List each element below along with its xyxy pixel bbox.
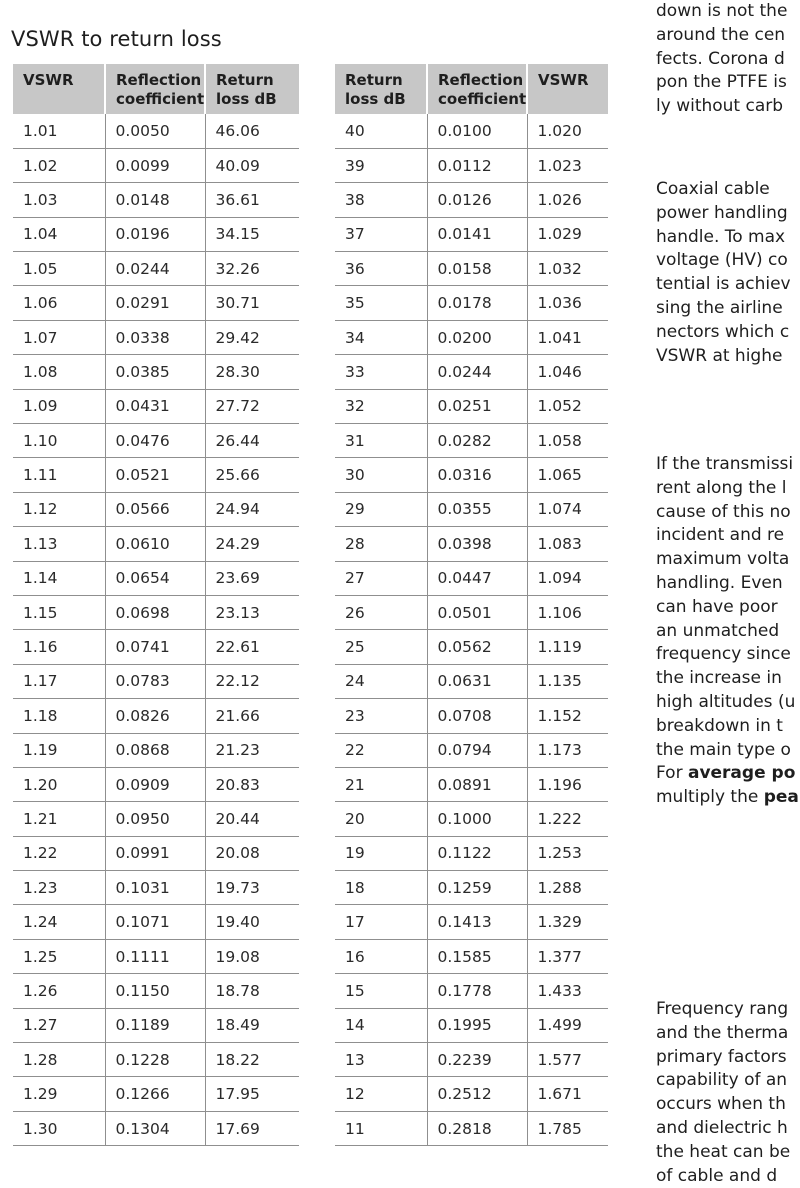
text-line: can have poor (656, 596, 778, 617)
table-cell: 0.0141 (427, 217, 527, 251)
table-cell: 1.094 (527, 561, 608, 595)
table-cell: 30.71 (205, 286, 299, 320)
table-cell: 1.27 (13, 1008, 105, 1042)
table-cell: 1.19 (13, 733, 105, 767)
table-cell: 21.23 (205, 733, 299, 767)
return-loss-to-vswr-table (335, 64, 608, 1146)
table-cell: 20.08 (205, 836, 299, 870)
table-cell: 0.0291 (105, 286, 205, 320)
table-cell: 1.433 (527, 974, 608, 1008)
text-line: maximum volta (656, 549, 790, 570)
text-line: handling. Even (656, 573, 783, 593)
table-cell: 0.0447 (427, 561, 527, 595)
table-cell: 1.26 (13, 974, 105, 1008)
table-cell: 1.02 (13, 148, 105, 182)
table-cell: 0.1228 (105, 1043, 205, 1077)
table-cell: 1.173 (527, 733, 608, 767)
text-line: of cable and d (656, 1165, 778, 1186)
table-cell: 18.78 (205, 974, 299, 1008)
table-row (335, 1077, 608, 1111)
text-line: down is not the (656, 1, 788, 21)
table-cell: 34.15 (205, 217, 299, 251)
text-line: around the cen (656, 24, 786, 45)
table-row (335, 905, 608, 939)
table-cell: 17.95 (205, 1077, 299, 1111)
table-body (335, 114, 608, 1146)
table-row (335, 252, 608, 286)
table-header-row (13, 64, 299, 114)
table-row (13, 355, 299, 389)
table-cell: 1.058 (527, 424, 608, 458)
table-cell: 0.2512 (427, 1077, 527, 1111)
table-cell: 1.01 (13, 114, 105, 148)
table-cell: 36.61 (205, 183, 299, 217)
table-row (13, 424, 299, 458)
table-cell: 16 (335, 939, 427, 973)
table-row (13, 561, 299, 595)
table-cell: 0.0909 (105, 767, 205, 801)
table-row (13, 252, 299, 286)
table-cell: 0.0126 (427, 183, 527, 217)
table-cell: 37 (335, 217, 427, 251)
table-cell: 0.0355 (427, 492, 527, 526)
table-row (13, 389, 299, 423)
table-cell: 1.106 (527, 595, 608, 629)
table-cell: 0.1413 (427, 905, 527, 939)
table-row (335, 1111, 608, 1145)
page-title: VSWR to return loss (11, 27, 222, 51)
table-cell: 14 (335, 1008, 427, 1042)
table-cell: 0.2239 (427, 1043, 527, 1077)
table-cell: 1.20 (13, 767, 105, 801)
table-cell: 0.1995 (427, 1008, 527, 1042)
table-cell: 1.377 (527, 939, 608, 973)
table-cell: 0.0244 (105, 252, 205, 286)
table-cell: 1.15 (13, 595, 105, 629)
text-line: tential is achiev (656, 274, 791, 295)
table-cell: 18.22 (205, 1043, 299, 1077)
table-row (13, 733, 299, 767)
table-cell: 1.23 (13, 871, 105, 905)
text-line: If the transmissi (656, 454, 794, 474)
table-cell: 0.0099 (105, 148, 205, 182)
text-line: breakdown in t (656, 715, 783, 736)
table-cell: 38 (335, 183, 427, 217)
table-row (335, 424, 608, 458)
table-cell: 22.61 (205, 630, 299, 664)
table-cell: 0.1111 (105, 939, 205, 973)
text-line: occurs when th (656, 1094, 786, 1115)
table-row (335, 286, 608, 320)
table-cell: 25 (335, 630, 427, 664)
table-cell: 19.73 (205, 871, 299, 905)
table-cell: 15 (335, 974, 427, 1008)
table-cell: 1.499 (527, 1008, 608, 1042)
table-cell: 1.065 (527, 458, 608, 492)
table-cell: 46.06 (205, 114, 299, 148)
table-cell: 1.29 (13, 1077, 105, 1111)
text-line-emphasis (656, 762, 795, 786)
table-cell: 1.03 (13, 183, 105, 217)
text-line: and dielectric h (656, 1118, 788, 1138)
table-cell: 0.0566 (105, 492, 205, 526)
table-cell: 1.17 (13, 664, 105, 698)
table-row (335, 561, 608, 595)
table-cell: 34 (335, 320, 427, 354)
column-header: VSWR (527, 64, 608, 114)
column-header: Reflection coefficient (427, 64, 527, 114)
table-cell: 0.0196 (105, 217, 205, 251)
table-cell: 25.66 (205, 458, 299, 492)
table-cell: 1.020 (527, 114, 608, 148)
table-row (335, 1008, 608, 1042)
table-row (13, 217, 299, 251)
table-cell: 35 (335, 286, 427, 320)
table-cell: 0.0158 (427, 252, 527, 286)
table-cell: 1.577 (527, 1043, 608, 1077)
table-row (335, 458, 608, 492)
vswr-to-return-loss-table (13, 64, 299, 1146)
table-cell: 1.046 (527, 355, 608, 389)
table-cell: 32 (335, 389, 427, 423)
table-cell: 0.0338 (105, 320, 205, 354)
table-cell: 0.0251 (427, 389, 527, 423)
text-line: voltage (HV) co (656, 250, 788, 271)
table-row (13, 630, 299, 664)
table-cell: 18.49 (205, 1008, 299, 1042)
table-cell: 39 (335, 148, 427, 182)
table-body (13, 114, 299, 1146)
text-line: ly without carb (656, 96, 784, 117)
table-cell: 1.10 (13, 424, 105, 458)
table-cell: 31 (335, 424, 427, 458)
table-row (335, 939, 608, 973)
table-cell: 0.0050 (105, 114, 205, 148)
text-line: power handling (656, 202, 788, 223)
table-cell: 20 (335, 802, 427, 836)
table-row (13, 492, 299, 526)
table-cell: 0.0794 (427, 733, 527, 767)
text-line: the increase in (656, 668, 782, 689)
column-header: Return loss dB (205, 64, 299, 114)
text-line: high altitudes (u (656, 692, 796, 712)
table-cell: 0.0200 (427, 320, 527, 354)
table-row (335, 527, 608, 561)
table-row (335, 320, 608, 354)
text-line: incident and re (656, 525, 785, 546)
table-cell: 23.69 (205, 561, 299, 595)
table-row (13, 939, 299, 973)
table-cell: 0.1000 (427, 802, 527, 836)
table-cell: 19.40 (205, 905, 299, 939)
table-cell: 0.0991 (105, 836, 205, 870)
table-row (335, 1043, 608, 1077)
table-cell: 36 (335, 252, 427, 286)
table-cell: 12 (335, 1077, 427, 1111)
table-cell: 0.0385 (105, 355, 205, 389)
table-cell: 1.14 (13, 561, 105, 595)
table-cell: 1.119 (527, 630, 608, 664)
table-row (335, 664, 608, 698)
table-cell: 23 (335, 699, 427, 733)
table-cell: 0.1031 (105, 871, 205, 905)
table-row (335, 492, 608, 526)
table-cell: 0.1266 (105, 1077, 205, 1111)
table-row (13, 458, 299, 492)
table-cell: 1.06 (13, 286, 105, 320)
table-cell: 1.21 (13, 802, 105, 836)
table-cell: 30 (335, 458, 427, 492)
table-row (13, 183, 299, 217)
table-cell: 18 (335, 871, 427, 905)
table-cell: 1.12 (13, 492, 105, 526)
text-line: frequency since (656, 644, 791, 665)
table-cell: 21 (335, 767, 427, 801)
table-row (335, 183, 608, 217)
table-cell: 0.0868 (105, 733, 205, 767)
table-row (335, 148, 608, 182)
text-line: the main type o (656, 739, 791, 760)
table-cell: 1.083 (527, 527, 608, 561)
table-cell: 1.09 (13, 389, 105, 423)
table-row (13, 114, 299, 148)
table-row (13, 1008, 299, 1042)
text-line: an unmatched (656, 620, 780, 641)
table-cell: 0.1122 (427, 836, 527, 870)
table-row (13, 871, 299, 905)
table-cell: 33 (335, 355, 427, 389)
table-cell: 19.08 (205, 939, 299, 973)
table-cell: 1.329 (527, 905, 608, 939)
table-cell: 1.222 (527, 802, 608, 836)
table-cell: 22.12 (205, 664, 299, 698)
table-cell: 1.288 (527, 871, 608, 905)
table-cell: 0.0631 (427, 664, 527, 698)
text-line: handle. To max (656, 226, 786, 247)
table-cell: 40.09 (205, 148, 299, 182)
table-cell: 1.08 (13, 355, 105, 389)
table-cell: 1.30 (13, 1111, 105, 1145)
table-row (13, 802, 299, 836)
table-cell: 0.0501 (427, 595, 527, 629)
text-line-emphasis (656, 786, 799, 810)
table-row (13, 286, 299, 320)
table-row (335, 595, 608, 629)
text-line: nectors which c (656, 321, 790, 342)
table-cell: 11 (335, 1111, 427, 1145)
table-cell: 29 (335, 492, 427, 526)
table-cell: 21.66 (205, 699, 299, 733)
table-cell: 0.0178 (427, 286, 527, 320)
text-line: capability of an (656, 1070, 788, 1091)
table-cell: 0.2818 (427, 1111, 527, 1145)
table-cell: 24.94 (205, 492, 299, 526)
table-cell: 0.0826 (105, 699, 205, 733)
table-cell: 0.0112 (427, 148, 527, 182)
column-header: Reflection coefficient (105, 64, 205, 114)
table-cell: 0.1189 (105, 1008, 205, 1042)
table-cell: 27.72 (205, 389, 299, 423)
table-cell: 20.44 (205, 802, 299, 836)
table-row (335, 355, 608, 389)
text-line: Coaxial cable (656, 179, 770, 199)
table-cell: 0.0431 (105, 389, 205, 423)
table-cell: 1.029 (527, 217, 608, 251)
table-cell: 0.1071 (105, 905, 205, 939)
column-header: Return loss dB (335, 64, 427, 114)
table-cell: 1.11 (13, 458, 105, 492)
table-row (335, 733, 608, 767)
table-cell: 1.253 (527, 836, 608, 870)
table-cell: 0.1778 (427, 974, 527, 1008)
table-cell: 1.032 (527, 252, 608, 286)
table-row (335, 114, 608, 148)
table-row (335, 389, 608, 423)
table-row (13, 148, 299, 182)
table-cell: 0.0610 (105, 527, 205, 561)
table-cell: 24 (335, 664, 427, 698)
text-line: Frequency rang (656, 999, 789, 1019)
table-cell: 1.196 (527, 767, 608, 801)
table-cell: 0.0783 (105, 664, 205, 698)
table-cell: 32.26 (205, 252, 299, 286)
table-row (335, 630, 608, 664)
table-cell: 1.036 (527, 286, 608, 320)
text-bold: pea (763, 787, 799, 808)
table-cell: 1.07 (13, 320, 105, 354)
table-cell: 13 (335, 1043, 427, 1077)
table-row (335, 974, 608, 1008)
table-cell: 1.074 (527, 492, 608, 526)
table-cell: 0.0316 (427, 458, 527, 492)
table-cell: 1.05 (13, 252, 105, 286)
text-bold: average po (687, 763, 796, 784)
table-cell: 1.24 (13, 905, 105, 939)
table-cell: 24.29 (205, 527, 299, 561)
table-cell: 1.785 (527, 1111, 608, 1145)
text-line: the heat can be (656, 1141, 791, 1162)
table-row (335, 699, 608, 733)
table-cell: 0.0562 (427, 630, 527, 664)
text-prefix: For (656, 763, 688, 784)
table-row (13, 1077, 299, 1111)
table-cell: 1.25 (13, 939, 105, 973)
table-cell: 17.69 (205, 1111, 299, 1145)
text-prefix: multiply the (656, 787, 764, 808)
table-cell: 1.13 (13, 527, 105, 561)
table-row (13, 1111, 299, 1145)
table-row (13, 699, 299, 733)
table-cell: 40 (335, 114, 427, 148)
table-cell: 1.023 (527, 148, 608, 182)
table-row (13, 527, 299, 561)
table-row (335, 871, 608, 905)
table-row (13, 905, 299, 939)
table-row (13, 974, 299, 1008)
table-cell: 1.22 (13, 836, 105, 870)
text-line: sing the airline (656, 298, 783, 318)
table-cell: 1.135 (527, 664, 608, 698)
table-cell: 0.0950 (105, 802, 205, 836)
text-line: fects. Corona d (656, 48, 785, 69)
table-cell: 0.0244 (427, 355, 527, 389)
table-cell: 26 (335, 595, 427, 629)
table-cell: 0.0100 (427, 114, 527, 148)
text-line: VSWR at highe (656, 345, 783, 366)
table-row (335, 802, 608, 836)
table-cell: 17 (335, 905, 427, 939)
table-cell: 26.44 (205, 424, 299, 458)
table-cell: 1.152 (527, 699, 608, 733)
table-cell: 1.671 (527, 1077, 608, 1111)
table-cell: 1.04 (13, 217, 105, 251)
table-cell: 0.0476 (105, 424, 205, 458)
table-row (13, 1043, 299, 1077)
text-line: and the therma (656, 1022, 789, 1043)
table-cell: 28 (335, 527, 427, 561)
table-row (335, 217, 608, 251)
table-cell: 23.13 (205, 595, 299, 629)
table-cell: 28.30 (205, 355, 299, 389)
table-cell: 0.0891 (427, 767, 527, 801)
table-header-row (335, 64, 608, 114)
table-row (13, 320, 299, 354)
table-row (335, 836, 608, 870)
table-cell: 0.0148 (105, 183, 205, 217)
table-cell: 22 (335, 733, 427, 767)
table-row (13, 767, 299, 801)
table-cell: 1.041 (527, 320, 608, 354)
text-line: primary factors (656, 1046, 787, 1067)
table-cell: 0.1585 (427, 939, 527, 973)
table-cell: 0.0282 (427, 424, 527, 458)
table-cell: 1.16 (13, 630, 105, 664)
table-row (13, 664, 299, 698)
table-row (13, 836, 299, 870)
table-cell: 0.1150 (105, 974, 205, 1008)
table-cell: 0.1259 (427, 871, 527, 905)
table-cell: 0.0654 (105, 561, 205, 595)
table-cell: 19 (335, 836, 427, 870)
table-cell: 1.026 (527, 183, 608, 217)
table-cell: 0.0698 (105, 595, 205, 629)
table-cell: 29.42 (205, 320, 299, 354)
table-cell: 0.0708 (427, 699, 527, 733)
text-line: cause of this no (656, 501, 791, 522)
table-cell: 27 (335, 561, 427, 595)
table-cell: 0.0398 (427, 527, 527, 561)
table-cell: 0.0741 (105, 630, 205, 664)
table-cell: 1.18 (13, 699, 105, 733)
table-row (335, 767, 608, 801)
table-cell: 1.28 (13, 1043, 105, 1077)
table-cell: 1.052 (527, 389, 608, 423)
column-header: VSWR (13, 64, 105, 114)
text-line: pon the PTFE is (656, 72, 787, 93)
text-line: rent along the l (656, 477, 787, 498)
table-row (13, 595, 299, 629)
table-cell: 0.0521 (105, 458, 205, 492)
table-cell: 20.83 (205, 767, 299, 801)
table-cell: 0.1304 (105, 1111, 205, 1145)
